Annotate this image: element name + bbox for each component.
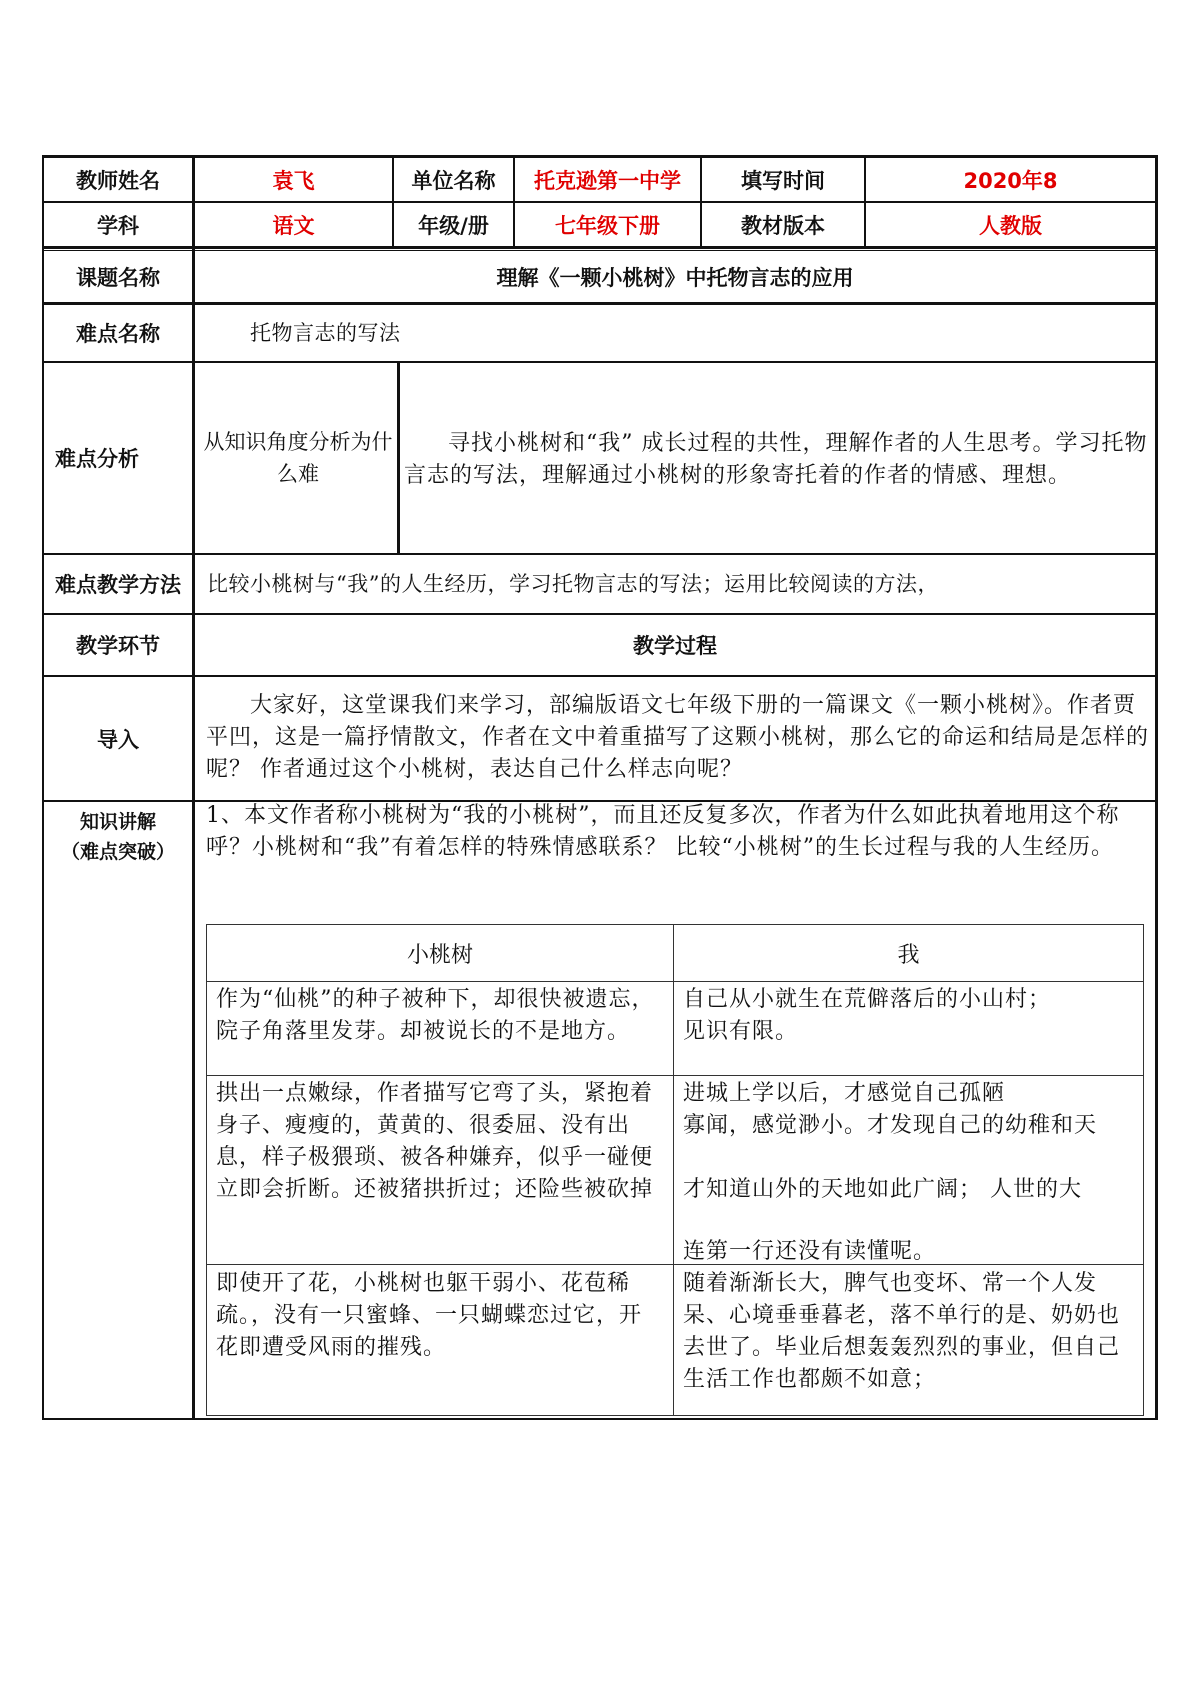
knowledge-label: 知识讲解 bbox=[79, 810, 156, 833]
method-label: 难点教学方法 bbox=[55, 573, 181, 597]
ct-col-divider bbox=[673, 924, 674, 1416]
subject-value: 语文 bbox=[272, 213, 315, 238]
edition-label: 教材版本 bbox=[741, 213, 825, 238]
compare-row1-peach: 作为“仙桃”的种子被种下，却很快被遗忘，院子角落里发芽。却被说长的不是地方。 bbox=[216, 987, 655, 1044]
row-line-2 bbox=[42, 246, 1158, 249]
compare-row2-me-line6: 连第一行还没有读懂呢。 bbox=[683, 1239, 937, 1264]
compare-row1-me-line1: 自己从小就生在荒僻落后的小山村； bbox=[683, 987, 1052, 1012]
knowledge-sublabel: （难点突破） bbox=[60, 840, 175, 863]
topic-label: 课题名称 bbox=[76, 265, 160, 290]
analysis-text: 寻找小桃树和“我” 成长过程的共性，理解作者的人生思考。学习托物言志的写法，理解通过小桃树的形象寄托着的作者的情感、理想。 bbox=[404, 431, 1148, 488]
analysis-sublabel: 从知识角度分析为什么难 bbox=[203, 430, 393, 486]
compare-row2-me-line2: 寡闻，感觉渺小。才发现自己的幼稚和天 bbox=[683, 1113, 1098, 1138]
grade-value: 七年级下册 bbox=[555, 213, 660, 238]
teacher-name-value: 袁飞 bbox=[272, 168, 315, 193]
topic-value: 理解《一颗小桃树》中托物言志的应用 bbox=[496, 265, 854, 290]
compare-col-me: 我 bbox=[897, 942, 920, 968]
knowledge-text: 1、本文作者称小桃树为“我的小桃树”，而且还反复多次，作者为什么如此执着地用这个称呼？小桃树和“我”有着怎样的特殊情感联系？ 比较“小桃树”的生长过程与我的人生经历。 bbox=[206, 803, 1120, 860]
unit-name-value: 托克逊第一中学 bbox=[534, 168, 681, 193]
intro-text: 大家好，这堂课我们来学习，部编版语文七年级下册的一篇课文《一颗小桃树》。作者贾平凹，这是一篇抒情散文，作者在文中着重描写了这颗小桃树，那么它的命运和结局是怎样的呢？ 作者通过这个小桃树，表达自己什么样志向呢？ bbox=[206, 693, 1150, 782]
method-text: 比较小桃树与“我”的人生经历，学习托物言志的写法；运用比较阅读的方法， bbox=[207, 572, 939, 596]
frame-right bbox=[1155, 155, 1158, 1420]
compare-row2-me-line1: 进城上学以后，才感觉自己孤陋 bbox=[683, 1081, 1006, 1106]
row-line-7 bbox=[42, 675, 1158, 677]
edition-value: 人教版 bbox=[979, 213, 1042, 238]
teacher-name-label: 教师姓名 bbox=[76, 168, 160, 193]
ct-row-2 bbox=[206, 1075, 1144, 1076]
compare-row2-peach: 拱出一点嫩绿，作者描写它弯了头，紧抱着身子、瘦瘦的，黄黄的、很委屈、没有出息，样子极猥琐、被各种嫌弃，似乎一碰便立即会折断。还被猪拱折过；还险些被砍掉 bbox=[216, 1081, 654, 1202]
difficulty-value: 托物言志的写法 bbox=[250, 321, 401, 345]
process-value: 教学过程 bbox=[633, 634, 717, 658]
ct-row-1 bbox=[206, 981, 1144, 982]
compare-row3-peach: 即使开了花，小桃树也躯干弱小、花苞稀疏。，没有一只蜜蜂、一只蝴蝶恋过它，开花即遭受风雨的摧残。 bbox=[216, 1271, 643, 1360]
compare-col-peach: 小桃树 bbox=[406, 942, 473, 968]
fill-time-label: 填写时间 bbox=[741, 168, 825, 193]
process-label: 教学环节 bbox=[76, 634, 160, 658]
analysis-divider bbox=[397, 362, 400, 554]
fill-time-value: 2020年8 bbox=[963, 168, 1058, 193]
grade-label: 年级/册 bbox=[418, 213, 489, 238]
intro-label: 导入 bbox=[97, 727, 139, 752]
unit-name-label: 单位名称 bbox=[411, 168, 496, 193]
difficulty-label: 难点名称 bbox=[76, 322, 160, 346]
analysis-label: 难点分析 bbox=[55, 447, 139, 471]
subject-label: 学科 bbox=[97, 213, 139, 238]
compare-row1-me-line2: 见识有限。 bbox=[683, 1019, 799, 1044]
compare-row3-me: 随着渐渐长大，脾气也变坏、常一个人发呆、心境垂垂暮老，落不单行的是、奶奶也去世了。毕业后想轰轰烈烈的事业，但自己生活工作也都颇不如意； bbox=[683, 1271, 1121, 1392]
frame-bottom bbox=[42, 1418, 1158, 1420]
compare-row2-me-line4: 才知道山外的天地如此广阔； 人世的大 bbox=[683, 1177, 1082, 1202]
